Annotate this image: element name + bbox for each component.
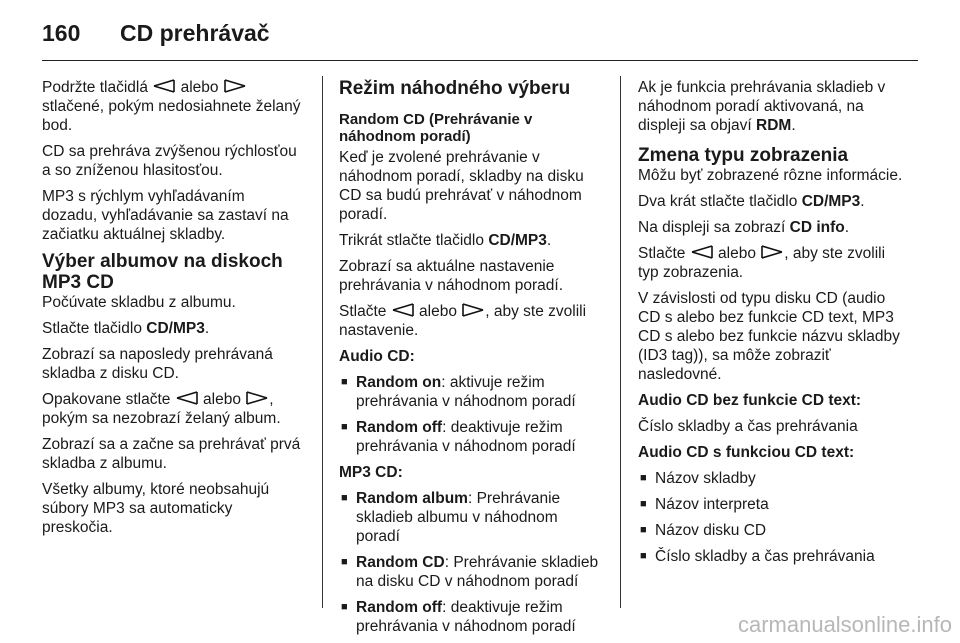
column-2 bbox=[339, 78, 601, 643]
button-name: CD/MP3 bbox=[146, 320, 205, 337]
paragraph: V závislosti od typu disku CD (audio CD s alebo bez funkcie CD text, MP3 CD s alebo bez funkcie názvu skladby (ID3 tag)), sa môže zobraziť nasledovné. bbox=[638, 290, 900, 383]
list-item: ■ Random album: Prehrávanie skladieb albumu v náhodnom poradí bbox=[339, 489, 601, 546]
list-item: ■ Random off: deaktivuje režim prehrávania v náhodnom poradí bbox=[339, 418, 601, 456]
section-heading: Režim náhodného výberu bbox=[339, 78, 571, 99]
paragraph: Opakovane stlačte alebo , pokým sa nezobrazí želaný album. bbox=[42, 391, 281, 427]
paragraph: Môžu byť zobrazené rôzne informácie. bbox=[638, 167, 903, 184]
list-item: ■ Názov disku CD bbox=[638, 521, 904, 540]
paragraph: Stlačte alebo , aby ste zvolili typ zobrazenia. bbox=[638, 245, 886, 281]
paragraph: Všetky albumy, ktoré neobsahujú súbory MP3 sa automaticky preskočia. bbox=[42, 481, 270, 536]
display-indicator: CD info bbox=[789, 219, 845, 236]
display-indicator: RDM bbox=[756, 117, 792, 134]
list-item: ■ Random off: deaktivuje režim prehrávania v náhodnom poradí bbox=[339, 598, 601, 636]
page-title: CD prehrávač bbox=[120, 20, 270, 46]
paragraph: Zobrazí sa a začne sa prehrávať prvá skladba z albumu. bbox=[42, 436, 301, 472]
paragraph: MP3 s rýchlym vyhľadávaním dozadu, vyhľadávanie sa zastaví na začiatku aktuálnej skladby. bbox=[42, 188, 289, 243]
audio-cd-list bbox=[339, 373, 601, 456]
list-label: Audio CD s funkciou CD text: bbox=[638, 444, 855, 461]
seek-right-icon bbox=[223, 79, 247, 93]
page-number: 160 bbox=[42, 20, 81, 46]
header-rule bbox=[42, 60, 918, 61]
list-item: ■ Názov skladby bbox=[638, 469, 904, 488]
list-item: ■ Random on: aktivuje režim prehrávania v náhodnom poradí bbox=[339, 373, 601, 411]
list-item: ■ Číslo skladby a čas prehrávania bbox=[638, 547, 904, 566]
column-divider bbox=[322, 76, 323, 608]
seek-left-icon bbox=[175, 391, 199, 405]
sub-heading: Random CD (Prehrávanie v náhodnom poradí) bbox=[339, 111, 533, 145]
column-1 bbox=[42, 78, 304, 544]
paragraph: Ak je funkcia prehrávania skladieb v náhodnom poradí aktivovaná, na displeji sa objaví RDM. bbox=[638, 79, 886, 134]
paragraph: Podržte tlačidlá alebo stlačené, pokým nedosiahnete želaný bod. bbox=[42, 79, 301, 134]
mp3-cd-list bbox=[339, 489, 601, 636]
paragraph: Číslo skladby a čas prehrávania bbox=[638, 418, 858, 435]
paragraph: Stlačte tlačidlo CD/MP3. bbox=[42, 320, 210, 337]
list-label: MP3 CD: bbox=[339, 464, 403, 481]
list-item: ■ Random CD: Prehrávanie skladieb na disku CD v náhodnom poradí bbox=[339, 553, 601, 591]
button-name: CD/MP3 bbox=[488, 232, 547, 249]
seek-left-icon bbox=[690, 245, 714, 259]
paragraph: Zobrazí sa aktuálne nastavenie prehrávania v náhodnom poradí. bbox=[339, 258, 564, 294]
paragraph: Trikrát stlačte tlačidlo CD/MP3. bbox=[339, 232, 552, 249]
column-divider bbox=[620, 76, 621, 608]
list-label: Audio CD bez funkcie CD text: bbox=[638, 392, 862, 409]
paragraph: Zobrazí sa naposledy prehrávaná skladba z disku CD. bbox=[42, 346, 273, 382]
paragraph: Stlačte alebo , aby ste zvolili nastavenie. bbox=[339, 303, 587, 339]
paragraph: Keď je zvolené prehrávanie v náhodnom poradí, skladby na disku CD sa budú prehrávať v náhodnom poradí. bbox=[339, 149, 584, 223]
list-label: Audio CD: bbox=[339, 348, 415, 365]
cd-text-list bbox=[638, 469, 904, 566]
section-heading: Zmena typu zobrazenia bbox=[638, 145, 849, 166]
paragraph: Počúvate skladbu z albumu. bbox=[42, 294, 236, 311]
watermark: carmanualsonline.info bbox=[737, 612, 952, 637]
paragraph: Dva krát stlačte tlačidlo CD/MP3. bbox=[638, 193, 865, 210]
section-heading: Výber albumov na diskoch MP3 CD bbox=[42, 251, 283, 293]
seek-left-icon bbox=[391, 303, 415, 317]
list-item: ■ Názov interpreta bbox=[638, 495, 904, 514]
paragraph: Na displeji sa zobrazí CD info. bbox=[638, 219, 850, 236]
seek-right-icon bbox=[760, 245, 784, 259]
page-header bbox=[42, 12, 918, 52]
seek-left-icon bbox=[152, 79, 176, 93]
column-3 bbox=[638, 78, 904, 573]
paragraph: CD sa prehráva zvýšenou rýchlosťou a so zníženou hlasitosťou. bbox=[42, 143, 297, 179]
button-name: CD/MP3 bbox=[801, 193, 861, 210]
seek-right-icon bbox=[461, 303, 485, 317]
seek-right-icon bbox=[245, 391, 269, 405]
